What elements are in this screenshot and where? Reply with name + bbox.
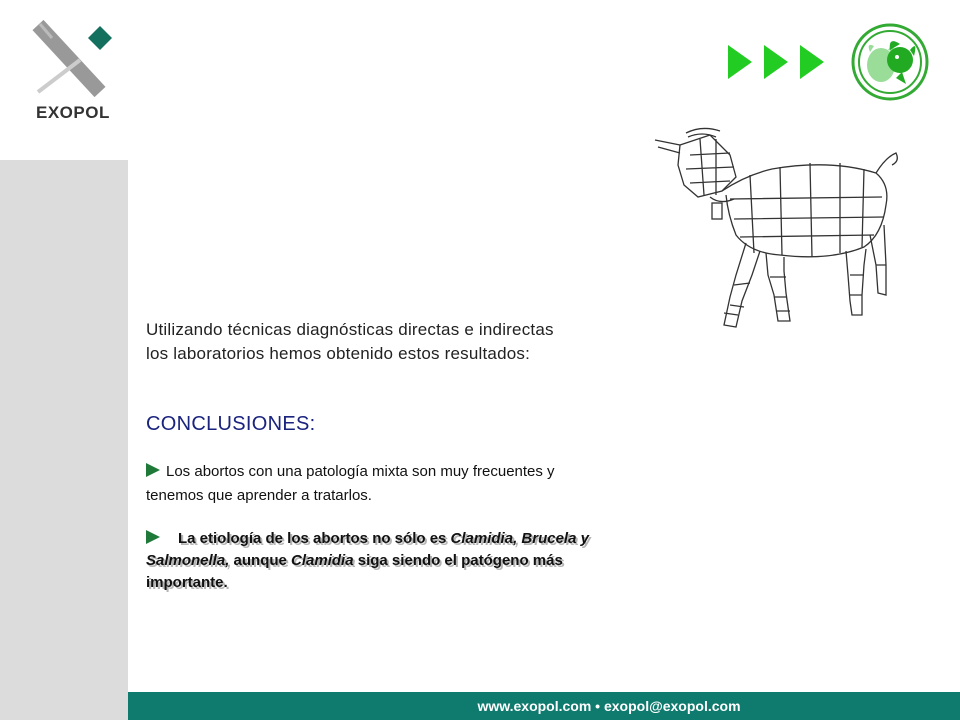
logo-text: EXOPOL (36, 103, 110, 122)
bullet-2-italic-2: Salmonella, (146, 552, 230, 569)
bullet-2-part-1: La etiología de los abortos no sólo es (178, 530, 451, 547)
animal-heads-badge-icon (850, 22, 930, 102)
bullet-1-line-1: Los abortos con una patología mixta son muy frecuentes y (166, 463, 555, 480)
bullet-2-part-2: aunque (229, 552, 292, 569)
intro-line-2: los laboratorios hemos obtenido estos resultados: (146, 344, 531, 363)
bullet-2-italic-3: Clamidia (291, 552, 354, 569)
bullet-2-line-3: importante. (146, 574, 228, 591)
intro-line-1: Utilizando técnicas diagnósticas directas e indirectas (146, 320, 554, 339)
bullet-arrow-icon (146, 463, 160, 477)
bullet-2-part-3: siga siendo el patógeno más (353, 552, 563, 569)
bullet-arrow-icon (146, 530, 160, 544)
intro-paragraph (146, 318, 706, 366)
footer-contact[interactable]: www.exopol.com • exopol@exopol.com (477, 698, 741, 714)
footer-bar (128, 692, 960, 720)
goat-illustration (650, 125, 910, 345)
left-sidebar-band (0, 160, 128, 720)
conclusion-bullet-2 (146, 528, 716, 594)
next-arrows-icon[interactable] (728, 45, 828, 79)
conclusions-heading: CONCLUSIONES: (146, 413, 316, 435)
bullet-2-italic-1: Clamidia, Brucela y (450, 530, 589, 547)
conclusion-bullet-1 (146, 460, 706, 508)
bullet-1-line-2: tenemos que aprender a tratarlos. (146, 487, 372, 504)
